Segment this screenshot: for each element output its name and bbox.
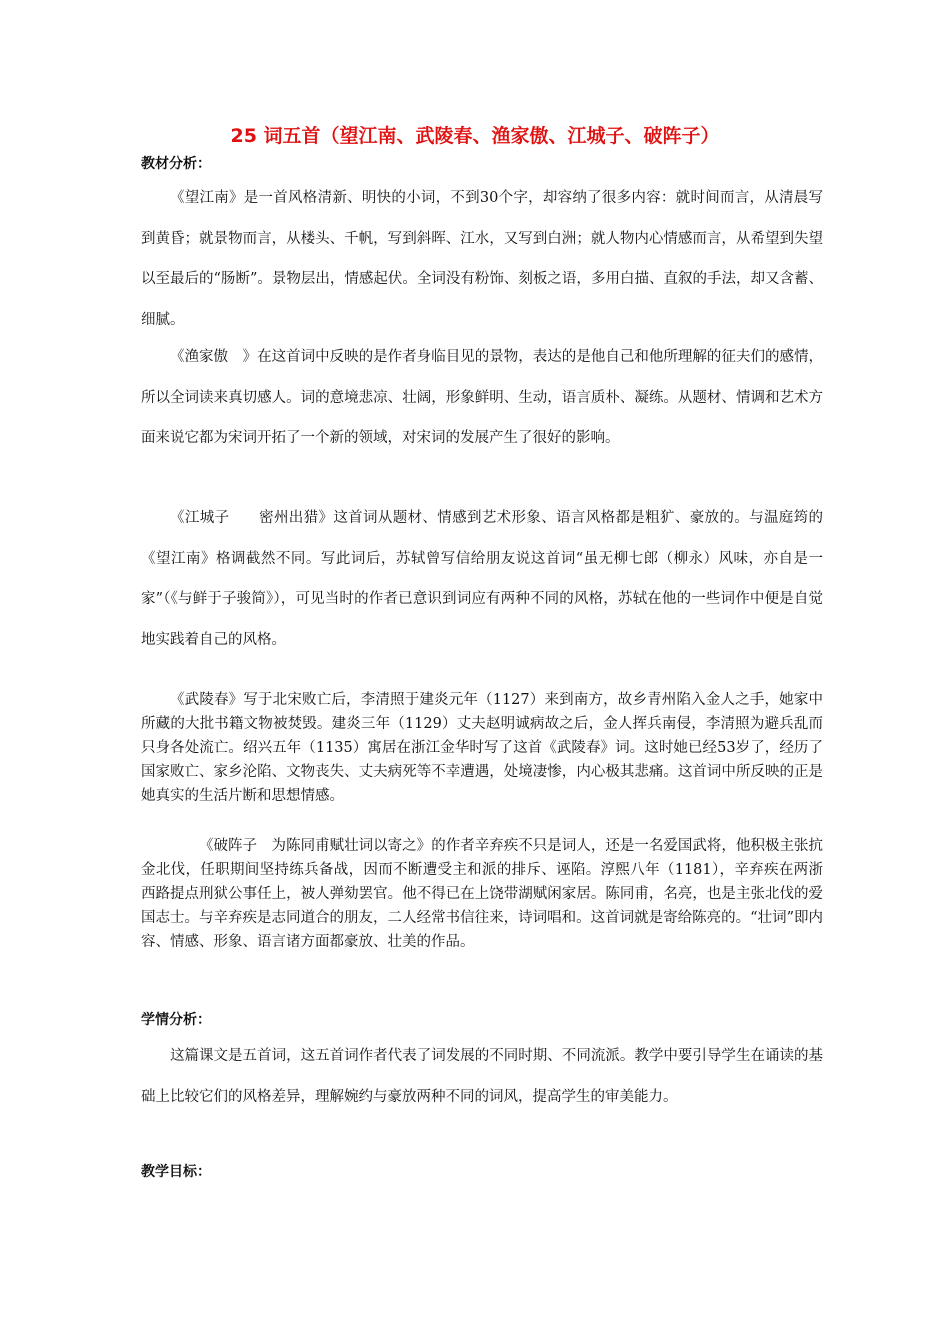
paragraph-wangjiangnan: 《望江南》是一首风格清新、明快的小词，不到30个字，却容纳了很多内容：就时间而言，从清晨写到黄昏；就景物而言，从楼头、千帆，写到斜晖、江水，又写到白洲；就人物内心情感而言，从希望到失望以至最后的“肠断”。景物层出，情感起伏。全词没有粉饰、刻板之语，多用白描、直叙的手法，却又含蓄、细腻。	[141, 190, 823, 328]
heading-teaching-goals: 教学目标：	[141, 1164, 211, 1180]
paragraph-yujiaao: 《渔家傲 》在这首词中反映的是作者身临目见的景物，表达的是他自己和他所理解的征夫们的感情，所以全词读来真切感人。词的意境悲凉、壮阔，形象鲜明、生动，语言质朴、凝练。从题材、情调和艺术方面来说它都为宋词开拓了一个新的领域，对宋词的发展产生了很好的影响。	[141, 349, 823, 446]
heading-student-analysis: 学情分析：	[141, 1012, 211, 1028]
paragraph-wulingchun: 《武陵春》写于北宋败亡后，李清照于建炎元年（1127）来到南方，故乡青州陷入金人之手，她家中所藏的大批书籍文物被焚毁。建炎三年（1129）丈夫赵明诚病故之后，金人挥兵南侵，李清照为避兵乱而只身各处流亡。绍兴五年（1135）寓居在浙江金华时写了这首《武陵春》词。这时她已经53岁了，经历了国家败亡、家乡沦陷、文物丧失、丈夫病死等不幸遭遇，处境凄惨，内心极其悲痛。这首词中所反映的正是她真实的生活片断和思想情感。	[141, 692, 823, 804]
paragraph-jiangchengzi: 《江城子 密州出猎》这首词从题材、情感到艺术形象、语言风格都是粗犷、豪放的。与温庭筠的《望江南》格调截然不同。写此词后，苏轼曾写信给朋友说这首词“虽无柳七郎（柳永）风味，亦自是一家”（《与鲜于子骏简》），可见当时的作者已意识到词应有两种不同的风格，苏轼在他的一些词作中便是自觉地实践着自己的风格。	[141, 510, 823, 648]
paragraph-student-analysis: 这篇课文是五首词，这五首词作者代表了词发展的不同时期、不同流派。教学中要引导学生在诵读的基础上比较它们的风格差异，理解婉约与豪放两种不同的词风，提高学生的审美能力。	[141, 1048, 823, 1105]
page-title: 25 词五首（望江南、武陵春、渔家傲、江城子、破阵子）	[230, 125, 720, 147]
paragraph-pozhenzi: 《破阵子 为陈同甫赋壮词以寄之》的作者辛弃疾不只是词人，还是一名爱国武将，他积极主张抗金北伐，任职期间坚持练兵备战，因而不断遭受主和派的排斥、诬陷。淳熙八年（1181），辛弃疾在两浙西路提点刑狱公事任上，被人弹劾罢官。他不得已在上饶带湖赋闲家居。陈同甫，名亮，也是主张北伐的爱国志士。与辛弃疾是志同道合的朋友，二人经常书信往来，诗词唱和。这首词就是寄给陈亮的。“壮词”即内容、情感、形象、语言诸方面都豪放、壮美的作品。	[141, 838, 823, 950]
heading-textbook-analysis: 教材分析：	[141, 156, 211, 172]
